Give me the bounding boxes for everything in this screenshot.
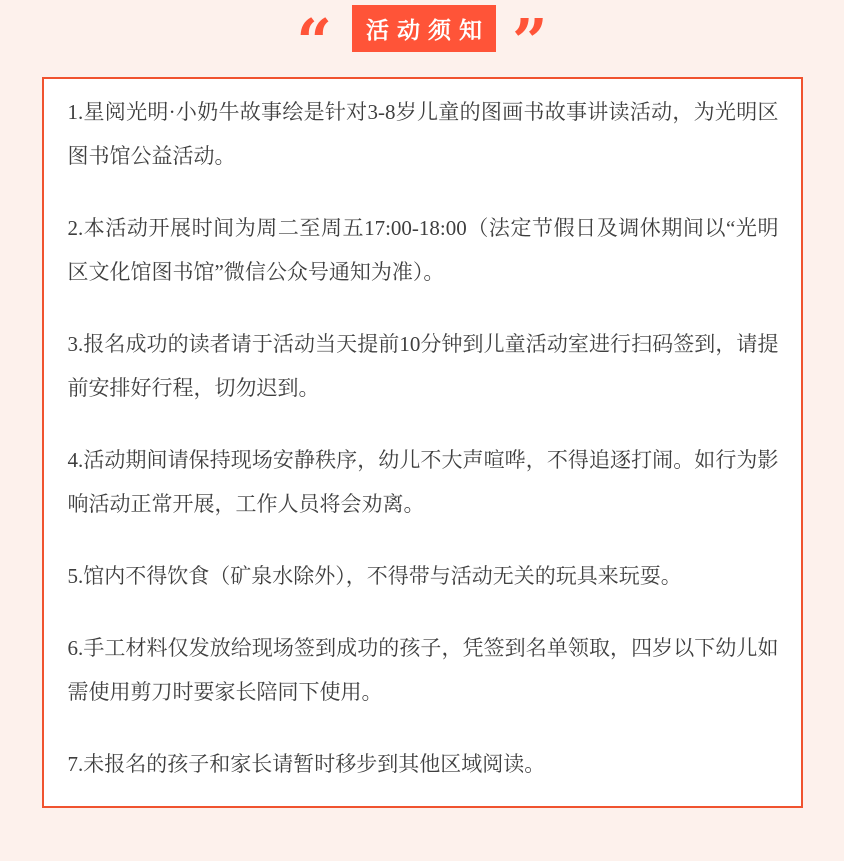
notice-item: 6.手工材料仅发放给现场签到成功的孩子，凭签到名单领取，四岁以下幼儿如需使用剪刀时要家长陪同下使用。	[67, 636, 779, 704]
notice-item: 4.活动期间请保持现场安静秩序，幼儿不大声喧哗，不得追逐打闹。如行为影响活动正常开展，工作人员将会劝离。	[67, 448, 779, 516]
close-quote-icon: ”	[512, 11, 548, 51]
notice-header	[0, 0, 844, 77]
notice-item: 1.星阅光明·小奶牛故事绘是针对3-8岁儿童的图画书故事讲读活动，为光明区图书馆公益活动。	[67, 100, 779, 168]
notice-item: 3.报名成功的读者请于活动当天提前10分钟到儿童活动室进行扫码签到，请提前安排好行程，切勿迟到。	[67, 332, 779, 400]
notice-item: 5.馆内不得饮食（矿泉水除外），不得带与活动无关的玩具来玩耍。	[67, 564, 682, 588]
open-quote-icon: “	[296, 11, 332, 51]
page-title: 活动须知	[366, 17, 490, 43]
notice-item: 2.本活动开展时间为周二至周五17:00-18:00（法定节假日及调休期间以“光明区文化馆图书馆”微信公众号通知为准）。	[67, 216, 779, 284]
notice-box	[42, 77, 803, 808]
notice-item: 7.未报名的孩子和家长请暂时移步到其他区域阅读。	[67, 752, 546, 776]
title-badge	[352, 5, 496, 52]
